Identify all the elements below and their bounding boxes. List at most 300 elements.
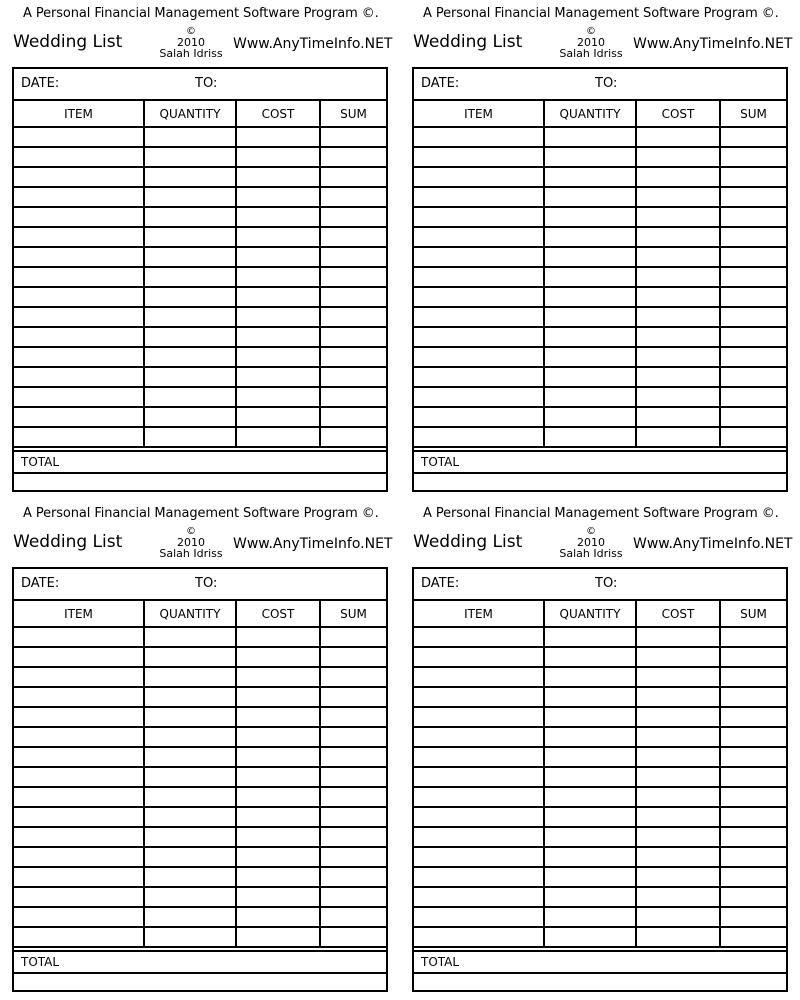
quantity-cell[interactable] [144, 707, 236, 727]
date-label: DATE: [421, 76, 460, 91]
sum-cell[interactable] [320, 127, 386, 147]
quantity-cell[interactable] [144, 627, 236, 647]
cost-cell[interactable] [636, 867, 720, 887]
item-cell[interactable] [14, 927, 144, 947]
cost-cell[interactable] [636, 747, 720, 767]
cost-cell[interactable] [236, 147, 320, 167]
sum-cell[interactable] [320, 807, 386, 827]
quantity-cell[interactable] [144, 927, 236, 947]
table-row [14, 227, 386, 247]
sum-cell[interactable] [320, 867, 386, 887]
list-form [412, 67, 788, 492]
item-cell[interactable] [14, 427, 144, 447]
item-cell[interactable] [414, 347, 544, 367]
sum-cell[interactable] [320, 787, 386, 807]
website-label: Www.AnyTimeInfo.NET [633, 36, 793, 52]
quantity-cell[interactable] [144, 667, 236, 687]
item-cell[interactable] [414, 867, 544, 887]
quantity-cell[interactable] [544, 847, 636, 867]
cost-cell[interactable] [236, 807, 320, 827]
quantity-cell[interactable] [144, 767, 236, 787]
quantity-cell[interactable] [544, 867, 636, 887]
quantity-cell[interactable] [144, 207, 236, 227]
quantity-cell[interactable] [144, 827, 236, 847]
quantity-cell[interactable] [544, 367, 636, 387]
quantity-cell[interactable] [144, 187, 236, 207]
item-cell[interactable] [414, 707, 544, 727]
table-row [14, 367, 386, 387]
cost-cell[interactable] [236, 907, 320, 927]
quantity-cell[interactable] [544, 247, 636, 267]
item-cell[interactable] [14, 667, 144, 687]
item-cell[interactable] [414, 927, 544, 947]
quantity-cell[interactable] [144, 167, 236, 187]
sum-cell[interactable] [320, 167, 386, 187]
cost-cell[interactable] [636, 207, 720, 227]
quantity-cell[interactable] [144, 347, 236, 367]
item-cell[interactable] [14, 887, 144, 907]
sum-cell[interactable] [320, 347, 386, 367]
sum-cell[interactable] [720, 667, 786, 687]
sum-cell[interactable] [720, 887, 786, 907]
item-cell[interactable] [14, 847, 144, 867]
total-label: TOTAL [421, 455, 460, 469]
sum-cell[interactable] [320, 207, 386, 227]
sum-cell[interactable] [320, 427, 386, 447]
item-cell[interactable] [414, 747, 544, 767]
sum-cell[interactable] [720, 927, 786, 947]
sum-cell[interactable] [320, 407, 386, 427]
quantity-cell[interactable] [144, 867, 236, 887]
sum-cell[interactable] [720, 147, 786, 167]
item-cell[interactable] [14, 747, 144, 767]
quantity-cell[interactable] [544, 767, 636, 787]
quantity-cell[interactable] [544, 727, 636, 747]
sum-cell[interactable] [320, 187, 386, 207]
quantity-cell[interactable] [544, 287, 636, 307]
cost-cell[interactable] [236, 247, 320, 267]
item-cell[interactable] [14, 787, 144, 807]
item-cell[interactable] [414, 907, 544, 927]
quantity-cell[interactable] [544, 687, 636, 707]
cost-cell[interactable] [236, 427, 320, 447]
sum-cell[interactable] [720, 907, 786, 927]
item-cell[interactable] [414, 647, 544, 667]
item-cell[interactable] [14, 287, 144, 307]
item-cell[interactable] [414, 287, 544, 307]
sum-cell[interactable] [320, 647, 386, 667]
table-row [14, 867, 386, 887]
cost-cell[interactable] [236, 927, 320, 947]
table-row [14, 167, 386, 187]
column-header-sum: SUM [320, 601, 386, 627]
item-cell[interactable] [14, 687, 144, 707]
cost-cell[interactable] [236, 127, 320, 147]
sum-cell[interactable] [720, 127, 786, 147]
sum-cell[interactable] [320, 227, 386, 247]
sum-cell[interactable] [720, 427, 786, 447]
quantity-cell[interactable] [144, 307, 236, 327]
cost-cell[interactable] [236, 287, 320, 307]
sum-cell[interactable] [720, 327, 786, 347]
quantity-cell[interactable] [544, 207, 636, 227]
column-header-quantity: QUANTITY [144, 601, 236, 627]
quantity-cell[interactable] [544, 747, 636, 767]
quantity-cell[interactable] [544, 147, 636, 167]
cost-cell[interactable] [236, 327, 320, 347]
cost-cell[interactable] [636, 827, 720, 847]
quantity-cell[interactable] [144, 647, 236, 667]
sum-cell[interactable] [720, 707, 786, 727]
sum-cell[interactable] [720, 287, 786, 307]
cost-cell[interactable] [236, 227, 320, 247]
cost-cell[interactable] [636, 267, 720, 287]
sum-cell[interactable] [720, 727, 786, 747]
cost-cell[interactable] [236, 367, 320, 387]
item-cell[interactable] [414, 407, 544, 427]
sum-cell[interactable] [720, 227, 786, 247]
sum-cell[interactable] [720, 267, 786, 287]
cost-cell[interactable] [636, 227, 720, 247]
cost-cell[interactable] [236, 787, 320, 807]
sum-cell[interactable] [320, 327, 386, 347]
cost-cell[interactable] [636, 807, 720, 827]
item-cell[interactable] [14, 807, 144, 827]
program-banner: A Personal Financial Management Software Program ©. [423, 506, 779, 521]
sum-cell[interactable] [320, 827, 386, 847]
quantity-cell[interactable] [144, 247, 236, 267]
sum-cell[interactable] [720, 847, 786, 867]
quantity-cell[interactable] [544, 787, 636, 807]
column-header-cost: COST [236, 101, 320, 127]
cost-cell[interactable] [636, 427, 720, 447]
item-cell[interactable] [14, 767, 144, 787]
quantity-cell[interactable] [144, 227, 236, 247]
cost-cell[interactable] [236, 827, 320, 847]
copyright-symbol: © [186, 526, 196, 537]
quantity-cell[interactable] [144, 907, 236, 927]
total-label: TOTAL [21, 455, 60, 469]
quantity-cell[interactable] [144, 687, 236, 707]
item-cell[interactable] [14, 227, 144, 247]
cost-cell[interactable] [236, 187, 320, 207]
quantity-cell[interactable] [144, 267, 236, 287]
cost-cell[interactable] [636, 687, 720, 707]
sum-cell[interactable] [720, 827, 786, 847]
cost-cell[interactable] [236, 727, 320, 747]
item-cell[interactable] [414, 627, 544, 647]
sum-cell[interactable] [720, 627, 786, 647]
table-row [414, 807, 786, 827]
sum-cell[interactable] [320, 267, 386, 287]
cost-cell[interactable] [636, 187, 720, 207]
cost-cell[interactable] [236, 887, 320, 907]
to-label: TO: [595, 76, 618, 91]
sum-cell[interactable] [320, 627, 386, 647]
quantity-cell[interactable] [544, 267, 636, 287]
cost-cell[interactable] [236, 347, 320, 367]
sum-cell[interactable] [320, 667, 386, 687]
column-header-item: ITEM [414, 601, 544, 627]
quantity-cell[interactable] [544, 347, 636, 367]
item-cell[interactable] [414, 687, 544, 707]
quantity-cell[interactable] [144, 407, 236, 427]
quantity-cell[interactable] [544, 167, 636, 187]
item-cell[interactable] [14, 627, 144, 647]
cost-cell[interactable] [236, 387, 320, 407]
sum-cell[interactable] [320, 727, 386, 747]
cost-cell[interactable] [636, 307, 720, 327]
sum-cell[interactable] [320, 927, 386, 947]
quantity-cell[interactable] [144, 807, 236, 827]
item-cell[interactable] [414, 767, 544, 787]
cost-cell[interactable] [636, 127, 720, 147]
quantity-cell[interactable] [544, 427, 636, 447]
item-cell[interactable] [14, 867, 144, 887]
item-cell[interactable] [414, 787, 544, 807]
quantity-cell[interactable] [144, 147, 236, 167]
cost-cell[interactable] [236, 407, 320, 427]
sum-cell[interactable] [320, 707, 386, 727]
cost-cell[interactable] [636, 767, 720, 787]
item-cell[interactable] [14, 407, 144, 427]
sum-cell[interactable] [720, 207, 786, 227]
cost-cell[interactable] [636, 787, 720, 807]
cost-cell[interactable] [636, 667, 720, 687]
item-cell[interactable] [14, 367, 144, 387]
cost-cell[interactable] [636, 347, 720, 367]
sum-cell[interactable] [720, 187, 786, 207]
table-row [14, 247, 386, 267]
cost-cell[interactable] [236, 687, 320, 707]
item-cell[interactable] [14, 267, 144, 287]
quantity-cell[interactable] [544, 887, 636, 907]
item-cell[interactable] [414, 227, 544, 247]
quantity-cell[interactable] [544, 407, 636, 427]
sum-cell[interactable] [720, 367, 786, 387]
table-header-row [14, 101, 386, 127]
table-row [14, 347, 386, 367]
sum-cell[interactable] [320, 887, 386, 907]
cost-cell[interactable] [636, 407, 720, 427]
copyright-block [158, 26, 224, 59]
sum-cell[interactable] [320, 847, 386, 867]
cost-cell[interactable] [636, 927, 720, 947]
table-row [414, 247, 786, 267]
sum-cell[interactable] [320, 247, 386, 267]
quantity-cell[interactable] [144, 427, 236, 447]
cost-cell[interactable] [636, 367, 720, 387]
item-cell[interactable] [414, 327, 544, 347]
cost-cell[interactable] [636, 167, 720, 187]
quantity-cell[interactable] [144, 847, 236, 867]
date-label: DATE: [21, 576, 60, 591]
copyright-symbol: © [586, 26, 596, 37]
item-cell[interactable] [414, 147, 544, 167]
quantity-cell[interactable] [544, 227, 636, 247]
cost-cell[interactable] [636, 647, 720, 667]
quantity-cell[interactable] [544, 927, 636, 947]
table-row [414, 767, 786, 787]
quantity-cell[interactable] [144, 727, 236, 747]
sum-cell[interactable] [320, 387, 386, 407]
item-cell[interactable] [414, 167, 544, 187]
cost-cell[interactable] [236, 667, 320, 687]
quantity-cell[interactable] [144, 747, 236, 767]
column-header-quantity: QUANTITY [544, 101, 636, 127]
quantity-cell[interactable] [544, 307, 636, 327]
cost-cell[interactable] [636, 707, 720, 727]
item-cell[interactable] [14, 307, 144, 327]
sum-cell[interactable] [720, 687, 786, 707]
quantity-cell[interactable] [144, 327, 236, 347]
cost-cell[interactable] [236, 307, 320, 327]
cost-cell[interactable] [636, 287, 720, 307]
sum-cell[interactable] [320, 747, 386, 767]
table-row [14, 787, 386, 807]
sum-cell[interactable] [320, 767, 386, 787]
sum-cell[interactable] [720, 347, 786, 367]
quantity-cell[interactable] [144, 887, 236, 907]
item-cell[interactable] [414, 187, 544, 207]
item-cell[interactable] [14, 647, 144, 667]
item-cell[interactable] [14, 207, 144, 227]
item-cell[interactable] [14, 347, 144, 367]
item-cell[interactable] [414, 887, 544, 907]
total-row [414, 450, 786, 474]
quantity-cell[interactable] [544, 807, 636, 827]
cost-cell[interactable] [236, 707, 320, 727]
items-table [14, 101, 386, 448]
sum-cell[interactable] [720, 307, 786, 327]
item-cell[interactable] [14, 147, 144, 167]
sum-cell[interactable] [320, 287, 386, 307]
quantity-cell[interactable] [144, 127, 236, 147]
item-cell[interactable] [14, 127, 144, 147]
sum-cell[interactable] [320, 307, 386, 327]
sheet-title: Wedding List [13, 532, 123, 552]
quantity-cell[interactable] [144, 787, 236, 807]
quantity-cell[interactable] [144, 387, 236, 407]
cost-cell[interactable] [636, 887, 720, 907]
sum-cell[interactable] [720, 747, 786, 767]
table-row [14, 687, 386, 707]
cost-cell[interactable] [236, 167, 320, 187]
sum-cell[interactable] [720, 247, 786, 267]
sum-cell[interactable] [320, 687, 386, 707]
date-label: DATE: [21, 76, 60, 91]
item-cell[interactable] [14, 387, 144, 407]
cost-cell[interactable] [636, 327, 720, 347]
sum-cell[interactable] [720, 867, 786, 887]
column-header-item: ITEM [14, 601, 144, 627]
cost-cell[interactable] [236, 647, 320, 667]
cost-cell[interactable] [636, 847, 720, 867]
cost-cell[interactable] [636, 627, 720, 647]
sum-cell[interactable] [720, 807, 786, 827]
quantity-cell[interactable] [144, 367, 236, 387]
item-cell[interactable] [14, 907, 144, 927]
item-cell[interactable] [414, 827, 544, 847]
item-cell[interactable] [414, 667, 544, 687]
items-table [14, 601, 386, 948]
cost-cell[interactable] [636, 727, 720, 747]
sum-cell[interactable] [720, 787, 786, 807]
sum-cell[interactable] [720, 647, 786, 667]
table-row [414, 327, 786, 347]
sum-cell[interactable] [720, 767, 786, 787]
item-cell[interactable] [414, 267, 544, 287]
item-cell[interactable] [14, 247, 144, 267]
table-row [414, 727, 786, 747]
copyright-block [558, 26, 624, 59]
sum-cell[interactable] [720, 167, 786, 187]
table-row [414, 227, 786, 247]
quantity-cell[interactable] [544, 707, 636, 727]
quantity-cell[interactable] [544, 827, 636, 847]
item-cell[interactable] [414, 367, 544, 387]
cost-cell[interactable] [636, 147, 720, 167]
item-cell[interactable] [414, 207, 544, 227]
cost-cell[interactable] [236, 767, 320, 787]
quantity-cell[interactable] [544, 647, 636, 667]
table-header-row [14, 601, 386, 627]
item-cell[interactable] [14, 827, 144, 847]
cost-cell[interactable] [236, 267, 320, 287]
cost-cell[interactable] [636, 387, 720, 407]
cost-cell[interactable] [236, 627, 320, 647]
quantity-cell[interactable] [544, 387, 636, 407]
item-cell[interactable] [14, 327, 144, 347]
item-cell[interactable] [414, 127, 544, 147]
cost-cell[interactable] [636, 907, 720, 927]
quantity-cell[interactable] [544, 327, 636, 347]
item-cell[interactable] [14, 187, 144, 207]
quantity-cell[interactable] [544, 627, 636, 647]
table-row [414, 707, 786, 727]
sum-cell[interactable] [320, 367, 386, 387]
sum-cell[interactable] [720, 407, 786, 427]
to-label: TO: [195, 576, 218, 591]
item-cell[interactable] [14, 167, 144, 187]
quantity-cell[interactable] [544, 127, 636, 147]
cost-cell[interactable] [236, 847, 320, 867]
item-cell[interactable] [414, 307, 544, 327]
cost-cell[interactable] [236, 747, 320, 767]
sum-cell[interactable] [320, 907, 386, 927]
cost-cell[interactable] [236, 207, 320, 227]
quantity-cell[interactable] [544, 187, 636, 207]
item-cell[interactable] [414, 847, 544, 867]
program-banner: A Personal Financial Management Software Program ©. [423, 6, 779, 21]
quantity-cell[interactable] [544, 667, 636, 687]
sum-cell[interactable] [320, 147, 386, 167]
quantity-cell[interactable] [544, 907, 636, 927]
item-cell[interactable] [414, 247, 544, 267]
item-cell[interactable] [14, 707, 144, 727]
table-row [414, 787, 786, 807]
sum-cell[interactable] [720, 387, 786, 407]
cost-cell[interactable] [636, 247, 720, 267]
item-cell[interactable] [414, 807, 544, 827]
item-cell[interactable] [14, 727, 144, 747]
quantity-cell[interactable] [144, 287, 236, 307]
item-cell[interactable] [414, 427, 544, 447]
table-row [14, 887, 386, 907]
item-cell[interactable] [414, 387, 544, 407]
cost-cell[interactable] [236, 867, 320, 887]
item-cell[interactable] [414, 727, 544, 747]
